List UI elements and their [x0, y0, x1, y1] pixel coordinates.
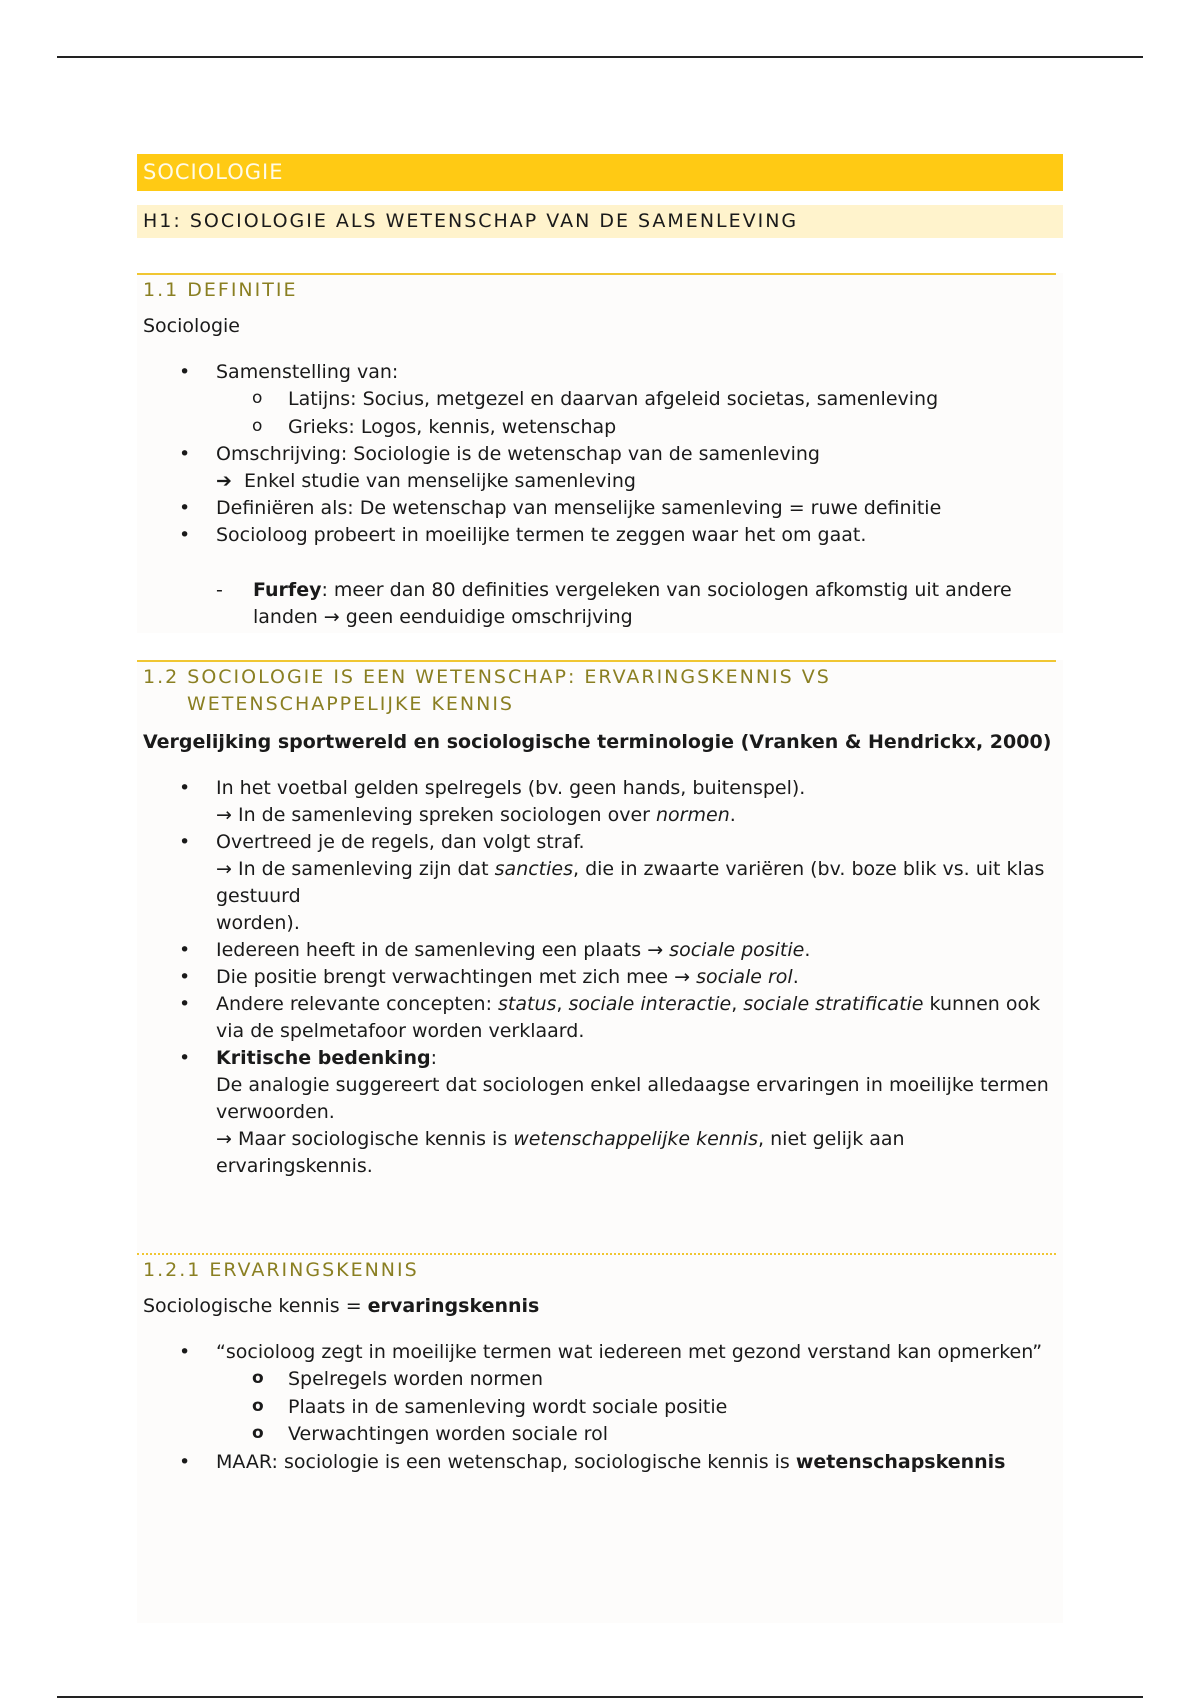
arrow-icon: ➔ [216, 470, 232, 492]
list-item: • Die positie brengt verwachtingen met zich mee → sociale rol. [137, 964, 1063, 991]
list-item: • “socioloog zegt in moeilijke termen wat iedereen met gezond verstand kan opmerken” o Spelregels worden normen o Plaats in de samenleving wordt sociale positie o Verwachtingen worden sociale rol [137, 1339, 1063, 1449]
sub-list-item: o Plaats in de samenleving wordt sociale positie [216, 1394, 1063, 1422]
section-heading: 1.2.1 ERVARINGSKENNIS [143, 1259, 419, 1281]
list-item: • Socioloog probeert in moeilijke termen te zeggen waar het om gaat. [137, 522, 1063, 549]
sub-list [216, 1366, 1063, 1449]
list-item: • Kritische bedenking: De analogie suggereert dat sociologen enkel alledaagse ervaringen in moeilijke termen verwoorden. → Maar sociologische kennis is wetenschappelijke kennis, niet gelijk aan ervaringskennis. [137, 1045, 1063, 1180]
sub-list-item: o Verwachtingen worden sociale rol [216, 1421, 1063, 1449]
list-item: • Overtreed je de regels, dan volgt straf. → In de samenleving zijn dat sancties, die in zwaarte variëren (bv. boze blik vs. uit klas gestuurd worden). [137, 829, 1063, 937]
document-body [137, 154, 1063, 1623]
list-item: • Samenstelling van: o Latijns: Socius, metgezel en daarvan afgeleid societas, samenleving o Grieks: Logos, kennis, wetenschap [137, 359, 1063, 441]
section-wetenschap [137, 660, 1063, 1253]
section-divider [137, 660, 1056, 662]
section-divider [137, 1253, 1056, 1255]
sub-list-item: o Spelregels worden normen [216, 1366, 1063, 1394]
paragraph: Sociologische kennis = ervaringskennis [143, 1295, 540, 1317]
course-title-banner: SOCIOLOGIE [137, 154, 1063, 191]
bullet-list [137, 775, 1063, 1180]
sub-list-item: o Grieks: Logos, kennis, wetenschap [216, 414, 1063, 442]
list-item: • Definiëren als: De wetenschap van menselijke samenleving = ruwe definitie [137, 495, 1063, 522]
chapter-heading: H1: SOCIOLOGIE ALS WETENSCHAP VAN DE SAMENLEVING [137, 205, 1063, 238]
sub-list-item: o Latijns: Socius, metgezel en daarvan afgeleid societas, samenleving [216, 386, 1063, 414]
paragraph: Sociologie [143, 315, 240, 337]
sub-list [216, 386, 1063, 441]
top-rule [57, 56, 1143, 58]
section-heading: 1.2 SOCIOLOGIE IS EEN WETENSCHAP: ERVARINGSKENNIS VS WETENSCHAPPELIJKE KENNIS [143, 666, 831, 715]
list-item: • Andere relevante concepten: status, sociale interactie, sociale stratificatie kunnen ook via de spelmetafoor worden verklaard. [137, 991, 1063, 1045]
paragraph: Vergelijking sportwereld en sociologische terminologie (Vranken & Hendrickx, 2000) [143, 731, 1052, 753]
bullet-list [137, 359, 1063, 549]
list-item: • Omschrijving: Sociologie is de wetenschap van de samenleving ➔ Enkel studie van menselijke samenleving [137, 441, 1063, 495]
section-ervaringskennis [137, 1253, 1063, 1623]
list-item: • Iedereen heeft in de samenleving een plaats → sociale positie. [137, 937, 1063, 964]
section-divider [137, 273, 1056, 275]
section-heading: 1.1 DEFINITIE [143, 279, 298, 301]
section-definitie [137, 273, 1063, 633]
bottom-rule [57, 1696, 1143, 1698]
bullet-list [137, 1339, 1063, 1476]
list-item: • MAAR: sociologie is een wetenschap, sociologische kennis is wetenschapskennis [137, 1449, 1063, 1476]
dash-item: - Furfey: meer dan 80 definities vergeleken van sociologen afkomstig uit andere landen → geen eenduidige omschrijving [216, 579, 1012, 628]
list-item: • In het voetbal gelden spelregels (bv. geen hands, buitenspel). → In de samenleving spreken sociologen over normen. [137, 775, 1063, 829]
